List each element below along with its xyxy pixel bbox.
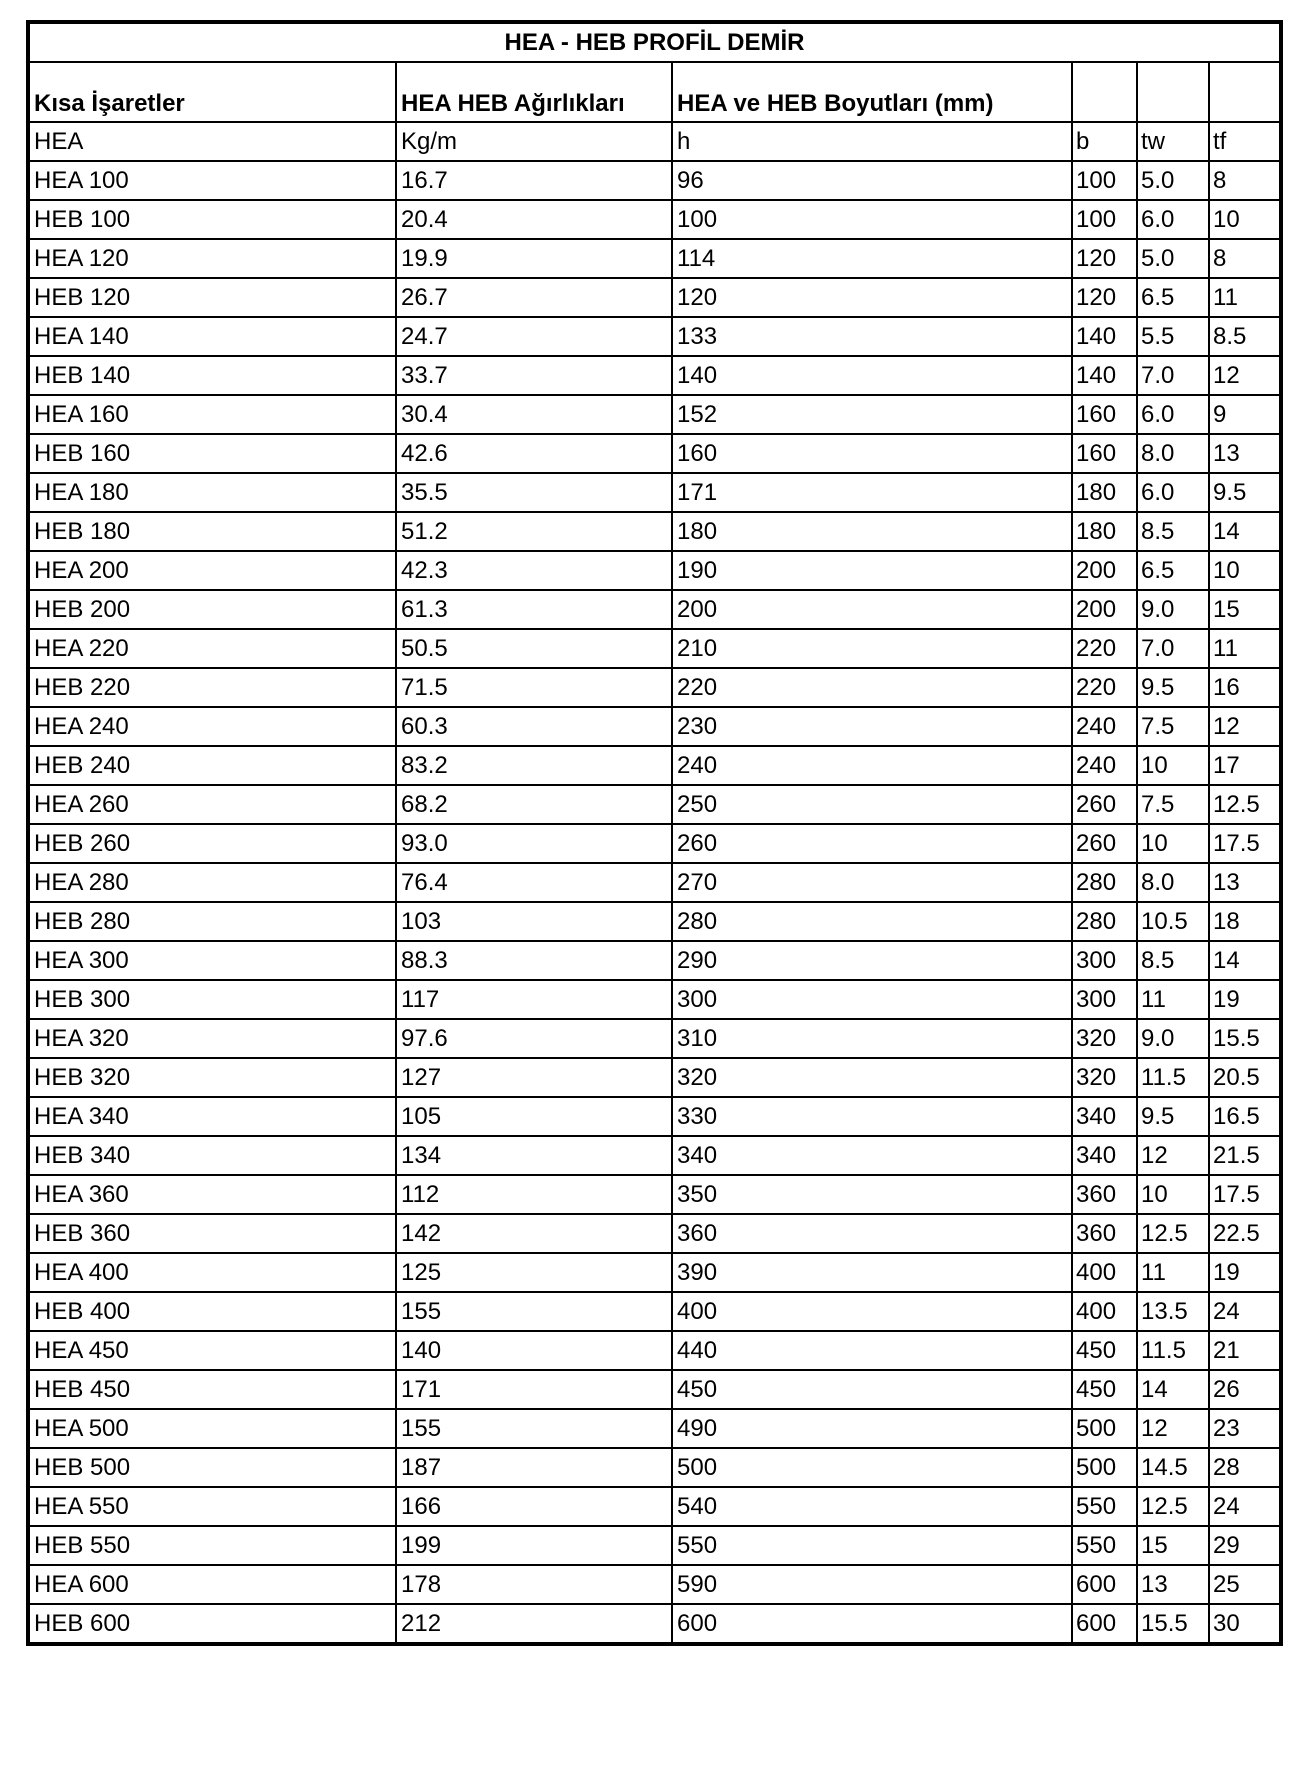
tf-cell: 16 <box>1209 668 1281 707</box>
tf-cell: 8 <box>1209 161 1281 200</box>
tw-cell: 10 <box>1137 824 1209 863</box>
weight-cell: 199 <box>396 1526 672 1565</box>
weight-cell: 33.7 <box>396 356 672 395</box>
h-cell: 114 <box>672 239 1072 278</box>
table-row <box>28 707 1281 746</box>
tf-cell: 30 <box>1209 1604 1281 1644</box>
weight-cell: 68.2 <box>396 785 672 824</box>
designation-cell: HEA 200 <box>28 551 396 590</box>
table-row <box>28 278 1281 317</box>
tw-cell: 5.0 <box>1137 239 1209 278</box>
tw-cell: 8.0 <box>1137 434 1209 473</box>
h-cell: 300 <box>672 980 1072 1019</box>
tw-cell: 7.5 <box>1137 707 1209 746</box>
b-cell: 200 <box>1072 590 1137 629</box>
tw-cell: 10 <box>1137 746 1209 785</box>
h-cell: 140 <box>672 356 1072 395</box>
tw-cell: 11 <box>1137 980 1209 1019</box>
tw-cell: 12.5 <box>1137 1214 1209 1253</box>
designation-cell: HEA 120 <box>28 239 396 278</box>
tw-cell: 6.0 <box>1137 200 1209 239</box>
designation-cell: HEA 160 <box>28 395 396 434</box>
weight-cell: 105 <box>396 1097 672 1136</box>
table-row <box>28 1097 1281 1136</box>
b-cell: 300 <box>1072 941 1137 980</box>
b-cell: 600 <box>1072 1565 1137 1604</box>
designation-cell: HEB 200 <box>28 590 396 629</box>
b-cell: 200 <box>1072 551 1137 590</box>
weight-cell: 42.6 <box>396 434 672 473</box>
designation-cell: HEB 550 <box>28 1526 396 1565</box>
tw-cell: 7.0 <box>1137 629 1209 668</box>
b-cell: 120 <box>1072 239 1137 278</box>
designation-cell: HEB 450 <box>28 1370 396 1409</box>
table-row <box>28 980 1281 1019</box>
weight-cell: 142 <box>396 1214 672 1253</box>
h-cell: 390 <box>672 1253 1072 1292</box>
b-cell: 100 <box>1072 161 1137 200</box>
weight-cell: 19.9 <box>396 239 672 278</box>
h-cell: 96 <box>672 161 1072 200</box>
weight-cell: 187 <box>396 1448 672 1487</box>
tw-cell: 15 <box>1137 1526 1209 1565</box>
designation-cell: HEB 400 <box>28 1292 396 1331</box>
tf-cell: 9 <box>1209 395 1281 434</box>
b-cell: 260 <box>1072 824 1137 863</box>
b-cell: 140 <box>1072 317 1137 356</box>
tf-cell: 28 <box>1209 1448 1281 1487</box>
h-cell: 590 <box>672 1565 1072 1604</box>
weight-cell: 140 <box>396 1331 672 1370</box>
b-cell: 500 <box>1072 1409 1137 1448</box>
weight-cell: 155 <box>396 1292 672 1331</box>
tf-cell: 17.5 <box>1209 1175 1281 1214</box>
b-cell: 140 <box>1072 356 1137 395</box>
tw-cell: 9.0 <box>1137 590 1209 629</box>
tf-cell: 24 <box>1209 1487 1281 1526</box>
b-cell: 300 <box>1072 980 1137 1019</box>
designation-cell: HEB 180 <box>28 512 396 551</box>
weight-cell: 88.3 <box>396 941 672 980</box>
weight-cell: 93.0 <box>396 824 672 863</box>
table-row <box>28 1331 1281 1370</box>
weight-cell: 112 <box>396 1175 672 1214</box>
b-cell: 220 <box>1072 629 1137 668</box>
weight-cell: 166 <box>396 1487 672 1526</box>
table-row <box>28 1565 1281 1604</box>
b-cell: 500 <box>1072 1448 1137 1487</box>
tf-cell: 15 <box>1209 590 1281 629</box>
b-cell: 340 <box>1072 1097 1137 1136</box>
table-title: HEA - HEB PROFİL DEMİR <box>28 22 1281 62</box>
designation-cell: HEA 280 <box>28 863 396 902</box>
h-cell: 500 <box>672 1448 1072 1487</box>
b-cell: 320 <box>1072 1058 1137 1097</box>
designation-cell: HEA 300 <box>28 941 396 980</box>
tf-cell: 12.5 <box>1209 785 1281 824</box>
weight-cell: 171 <box>396 1370 672 1409</box>
tw-cell: 12 <box>1137 1409 1209 1448</box>
tf-cell: 21.5 <box>1209 1136 1281 1175</box>
h-cell: 160 <box>672 434 1072 473</box>
designation-cell: HEA 550 <box>28 1487 396 1526</box>
designation-cell: HEA 320 <box>28 1019 396 1058</box>
designation-cell: HEB 240 <box>28 746 396 785</box>
table-row <box>28 590 1281 629</box>
weight-cell: 76.4 <box>396 863 672 902</box>
header-weight: HEA HEB Ağırlıkları <box>396 62 672 122</box>
b-cell: 450 <box>1072 1370 1137 1409</box>
tf-cell: 29 <box>1209 1526 1281 1565</box>
tf-cell: 17.5 <box>1209 824 1281 863</box>
subheader-b: b <box>1072 122 1137 161</box>
h-cell: 200 <box>672 590 1072 629</box>
tf-cell: 12 <box>1209 707 1281 746</box>
table-row <box>28 1526 1281 1565</box>
designation-cell: HEB 500 <box>28 1448 396 1487</box>
table-row <box>28 746 1281 785</box>
tw-cell: 9.5 <box>1137 1097 1209 1136</box>
h-cell: 171 <box>672 473 1072 512</box>
subheader-tf: tf <box>1209 122 1281 161</box>
b-cell: 220 <box>1072 668 1137 707</box>
designation-cell: HEA 500 <box>28 1409 396 1448</box>
table-row <box>28 1175 1281 1214</box>
tw-cell: 8.0 <box>1137 863 1209 902</box>
b-cell: 360 <box>1072 1214 1137 1253</box>
table-row <box>28 239 1281 278</box>
b-cell: 240 <box>1072 746 1137 785</box>
h-cell: 600 <box>672 1604 1072 1644</box>
tf-cell: 19 <box>1209 980 1281 1019</box>
h-cell: 450 <box>672 1370 1072 1409</box>
table-row <box>28 1487 1281 1526</box>
weight-cell: 24.7 <box>396 317 672 356</box>
table-row <box>28 1370 1281 1409</box>
title-row <box>28 22 1281 62</box>
weight-cell: 134 <box>396 1136 672 1175</box>
weight-cell: 61.3 <box>396 590 672 629</box>
tf-cell: 13 <box>1209 863 1281 902</box>
tf-cell: 21 <box>1209 1331 1281 1370</box>
tw-cell: 9.0 <box>1137 1019 1209 1058</box>
tw-cell: 6.0 <box>1137 395 1209 434</box>
tw-cell: 15.5 <box>1137 1604 1209 1644</box>
b-cell: 280 <box>1072 863 1137 902</box>
weight-cell: 127 <box>396 1058 672 1097</box>
table-row <box>28 941 1281 980</box>
tf-cell: 14 <box>1209 512 1281 551</box>
weight-cell: 117 <box>396 980 672 1019</box>
h-cell: 280 <box>672 902 1072 941</box>
tf-cell: 22.5 <box>1209 1214 1281 1253</box>
tf-cell: 13 <box>1209 434 1281 473</box>
tw-cell: 5.0 <box>1137 161 1209 200</box>
b-cell: 180 <box>1072 512 1137 551</box>
table-row <box>28 1292 1281 1331</box>
b-cell: 400 <box>1072 1292 1137 1331</box>
tf-cell: 19 <box>1209 1253 1281 1292</box>
weight-cell: 42.3 <box>396 551 672 590</box>
h-cell: 350 <box>672 1175 1072 1214</box>
weight-cell: 178 <box>396 1565 672 1604</box>
b-cell: 400 <box>1072 1253 1137 1292</box>
tw-cell: 11.5 <box>1137 1058 1209 1097</box>
header-row-2 <box>28 122 1281 161</box>
h-cell: 340 <box>672 1136 1072 1175</box>
h-cell: 260 <box>672 824 1072 863</box>
profile-table <box>26 20 1283 1646</box>
tw-cell: 9.5 <box>1137 668 1209 707</box>
designation-cell: HEA 400 <box>28 1253 396 1292</box>
tf-cell: 23 <box>1209 1409 1281 1448</box>
designation-cell: HEB 120 <box>28 278 396 317</box>
table-row <box>28 824 1281 863</box>
tf-cell: 26 <box>1209 1370 1281 1409</box>
weight-cell: 212 <box>396 1604 672 1644</box>
table-row <box>28 1253 1281 1292</box>
b-cell: 550 <box>1072 1487 1137 1526</box>
header-dimensions: HEA ve HEB Boyutları (mm) <box>672 62 1072 122</box>
h-cell: 100 <box>672 200 1072 239</box>
designation-cell: HEB 160 <box>28 434 396 473</box>
header-designation: Kısa İşaretler <box>28 62 396 122</box>
b-cell: 450 <box>1072 1331 1137 1370</box>
h-cell: 540 <box>672 1487 1072 1526</box>
table-row <box>28 473 1281 512</box>
tf-cell: 18 <box>1209 902 1281 941</box>
tf-cell: 10 <box>1209 200 1281 239</box>
b-cell: 340 <box>1072 1136 1137 1175</box>
tw-cell: 11.5 <box>1137 1331 1209 1370</box>
tf-cell: 9.5 <box>1209 473 1281 512</box>
designation-cell: HEB 220 <box>28 668 396 707</box>
h-cell: 360 <box>672 1214 1072 1253</box>
designation-cell: HEB 600 <box>28 1604 396 1644</box>
tf-cell: 11 <box>1209 629 1281 668</box>
designation-cell: HEB 100 <box>28 200 396 239</box>
table-row <box>28 356 1281 395</box>
table-row <box>28 1604 1281 1644</box>
table-row <box>28 1136 1281 1175</box>
h-cell: 133 <box>672 317 1072 356</box>
tw-cell: 11 <box>1137 1253 1209 1292</box>
b-cell: 280 <box>1072 902 1137 941</box>
h-cell: 152 <box>672 395 1072 434</box>
tw-cell: 7.0 <box>1137 356 1209 395</box>
h-cell: 210 <box>672 629 1072 668</box>
weight-cell: 71.5 <box>396 668 672 707</box>
table-body <box>28 22 1281 1644</box>
table-row <box>28 1409 1281 1448</box>
b-cell: 240 <box>1072 707 1137 746</box>
weight-cell: 51.2 <box>396 512 672 551</box>
table-row <box>28 551 1281 590</box>
table-row <box>28 512 1281 551</box>
table-row <box>28 1448 1281 1487</box>
b-cell: 160 <box>1072 395 1137 434</box>
designation-cell: HEA 100 <box>28 161 396 200</box>
table-row <box>28 434 1281 473</box>
h-cell: 440 <box>672 1331 1072 1370</box>
h-cell: 290 <box>672 941 1072 980</box>
h-cell: 310 <box>672 1019 1072 1058</box>
designation-cell: HEB 360 <box>28 1214 396 1253</box>
h-cell: 330 <box>672 1097 1072 1136</box>
tw-cell: 14.5 <box>1137 1448 1209 1487</box>
tf-cell: 12 <box>1209 356 1281 395</box>
weight-cell: 60.3 <box>396 707 672 746</box>
h-cell: 400 <box>672 1292 1072 1331</box>
h-cell: 240 <box>672 746 1072 785</box>
tw-cell: 13 <box>1137 1565 1209 1604</box>
designation-cell: HEA 340 <box>28 1097 396 1136</box>
table-row <box>28 785 1281 824</box>
tw-cell: 8.5 <box>1137 512 1209 551</box>
b-cell: 360 <box>1072 1175 1137 1214</box>
table-row <box>28 1019 1281 1058</box>
b-cell: 600 <box>1072 1604 1137 1644</box>
tf-cell: 11 <box>1209 278 1281 317</box>
tf-cell: 10 <box>1209 551 1281 590</box>
weight-cell: 83.2 <box>396 746 672 785</box>
table-row <box>28 1214 1281 1253</box>
designation-cell: HEB 260 <box>28 824 396 863</box>
tw-cell: 6.0 <box>1137 473 1209 512</box>
weight-cell: 30.4 <box>396 395 672 434</box>
table-row <box>28 668 1281 707</box>
b-cell: 180 <box>1072 473 1137 512</box>
tw-cell: 13.5 <box>1137 1292 1209 1331</box>
tf-cell: 8.5 <box>1209 317 1281 356</box>
b-cell: 160 <box>1072 434 1137 473</box>
header-row-1 <box>28 62 1281 122</box>
designation-cell: HEA 140 <box>28 317 396 356</box>
h-cell: 270 <box>672 863 1072 902</box>
h-cell: 180 <box>672 512 1072 551</box>
tw-cell: 8.5 <box>1137 941 1209 980</box>
h-cell: 490 <box>672 1409 1072 1448</box>
tw-cell: 12 <box>1137 1136 1209 1175</box>
weight-cell: 125 <box>396 1253 672 1292</box>
tf-cell: 17 <box>1209 746 1281 785</box>
table-row <box>28 902 1281 941</box>
b-cell: 100 <box>1072 200 1137 239</box>
tw-cell: 10.5 <box>1137 902 1209 941</box>
b-cell: 550 <box>1072 1526 1137 1565</box>
tf-cell: 14 <box>1209 941 1281 980</box>
b-cell: 260 <box>1072 785 1137 824</box>
designation-cell: HEA 600 <box>28 1565 396 1604</box>
weight-cell: 50.5 <box>396 629 672 668</box>
tw-cell: 14 <box>1137 1370 1209 1409</box>
designation-cell: HEA 240 <box>28 707 396 746</box>
designation-cell: HEB 340 <box>28 1136 396 1175</box>
designation-cell: HEA 180 <box>28 473 396 512</box>
weight-cell: 97.6 <box>396 1019 672 1058</box>
tf-cell: 15.5 <box>1209 1019 1281 1058</box>
h-cell: 250 <box>672 785 1072 824</box>
designation-cell: HEB 280 <box>28 902 396 941</box>
weight-cell: 26.7 <box>396 278 672 317</box>
h-cell: 550 <box>672 1526 1072 1565</box>
table-row <box>28 1058 1281 1097</box>
header-empty-cell <box>1209 62 1281 122</box>
h-cell: 220 <box>672 668 1072 707</box>
table-row <box>28 317 1281 356</box>
table-row <box>28 395 1281 434</box>
table-row <box>28 863 1281 902</box>
subheader-weight-unit: Kg/m <box>396 122 672 161</box>
tw-cell: 5.5 <box>1137 317 1209 356</box>
tw-cell: 7.5 <box>1137 785 1209 824</box>
h-cell: 230 <box>672 707 1072 746</box>
weight-cell: 20.4 <box>396 200 672 239</box>
header-empty-cell <box>1072 62 1137 122</box>
weight-cell: 16.7 <box>396 161 672 200</box>
tw-cell: 10 <box>1137 1175 1209 1214</box>
tf-cell: 24 <box>1209 1292 1281 1331</box>
designation-cell: HEA 220 <box>28 629 396 668</box>
designation-cell: HEA 450 <box>28 1331 396 1370</box>
tf-cell: 8 <box>1209 239 1281 278</box>
h-cell: 120 <box>672 278 1072 317</box>
designation-cell: HEA 360 <box>28 1175 396 1214</box>
tw-cell: 6.5 <box>1137 551 1209 590</box>
weight-cell: 155 <box>396 1409 672 1448</box>
tf-cell: 25 <box>1209 1565 1281 1604</box>
designation-cell: HEB 300 <box>28 980 396 1019</box>
b-cell: 320 <box>1072 1019 1137 1058</box>
subheader-h: h <box>672 122 1072 161</box>
table-row <box>28 200 1281 239</box>
designation-cell: HEB 320 <box>28 1058 396 1097</box>
designation-cell: HEA 260 <box>28 785 396 824</box>
tf-cell: 20.5 <box>1209 1058 1281 1097</box>
tw-cell: 12.5 <box>1137 1487 1209 1526</box>
b-cell: 120 <box>1072 278 1137 317</box>
weight-cell: 103 <box>396 902 672 941</box>
table-row <box>28 629 1281 668</box>
h-cell: 320 <box>672 1058 1072 1097</box>
designation-cell: HEB 140 <box>28 356 396 395</box>
subheader-designation: HEA <box>28 122 396 161</box>
tf-cell: 16.5 <box>1209 1097 1281 1136</box>
weight-cell: 35.5 <box>396 473 672 512</box>
header-empty-cell <box>1137 62 1209 122</box>
subheader-tw: tw <box>1137 122 1209 161</box>
table-row <box>28 161 1281 200</box>
h-cell: 190 <box>672 551 1072 590</box>
tw-cell: 6.5 <box>1137 278 1209 317</box>
